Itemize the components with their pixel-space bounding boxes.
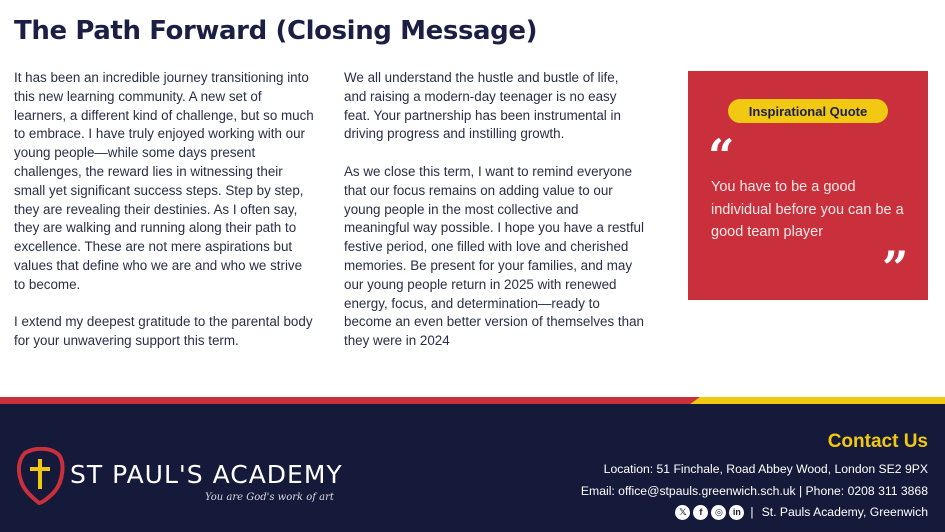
paragraph: We all understand the hustle and bustle of life, and raising a modern-day teenager is no easy feat. Your partnership has been instrumental in driving progress and instilling growth. <box>344 70 621 142</box>
social-links <box>675 504 928 520</box>
x-icon[interactable]: 𝕏 <box>675 505 690 520</box>
paragraph: It has been an incredible journey transitioning into this new learning community. A new set of learners, a different kind of challenge, but so much to embrace. I have truly enjoyed working with our young people—while some days present challenges, the reward lies in witnessing their small yet significant success steps. Step by step, they are revealing their destinies. As I often say, they are walking and running along their path to excellence. These are not mere aspirations but values that define who we are and who we strive to become. <box>14 70 314 292</box>
page-title: The Path Forward (Closing Message) <box>14 16 538 46</box>
school-name-logo: ST PAUL'S ACADEMY <box>70 460 343 489</box>
school-tagline: You are God's work of art <box>205 492 334 503</box>
contact-location: Location: 51 Finchale, Road Abbey Wood, London SE2 9PX <box>603 462 928 476</box>
school-crest-icon <box>17 447 65 505</box>
closing-message-column-left <box>14 69 316 370</box>
paragraph: As we close this term, I want to remind everyone that our focus remains on adding value to our young people in the most collective and meaningful way possible. I hope you have a restful festive period, one filled with love and cherished memories. Be present for your families, and may our young people return in 2025 with renewed energy, focus, and determination—ready to become an even better version of themselves than they were in 2024 <box>344 163 644 349</box>
close-quote-icon: ” <box>882 241 909 295</box>
social-separator: | <box>750 505 754 519</box>
contact-title: Contact Us <box>827 431 928 452</box>
footer <box>0 404 945 532</box>
inspirational-quote-card <box>688 71 928 300</box>
paragraph: I extend my deepest gratitude to the parental body for your unwavering support this term. <box>14 314 313 349</box>
linkedin-icon[interactable]: in <box>729 505 744 520</box>
closing-message-column-right <box>344 69 644 370</box>
open-quote-icon: “ <box>708 129 735 183</box>
quote-text: You have to be a good individual before you can be a good team player <box>711 179 904 240</box>
contact-email-phone[interactable]: Email: office@stpauls.greenwich.sch.uk | Phone: 0208 311 3868 <box>580 484 928 498</box>
facebook-icon[interactable]: f <box>693 505 708 520</box>
quote-badge: Inspirational Quote <box>728 99 888 123</box>
social-handle[interactable]: St. Pauls Academy, Greenwich <box>761 505 928 519</box>
instagram-icon[interactable]: ◎ <box>711 505 726 520</box>
